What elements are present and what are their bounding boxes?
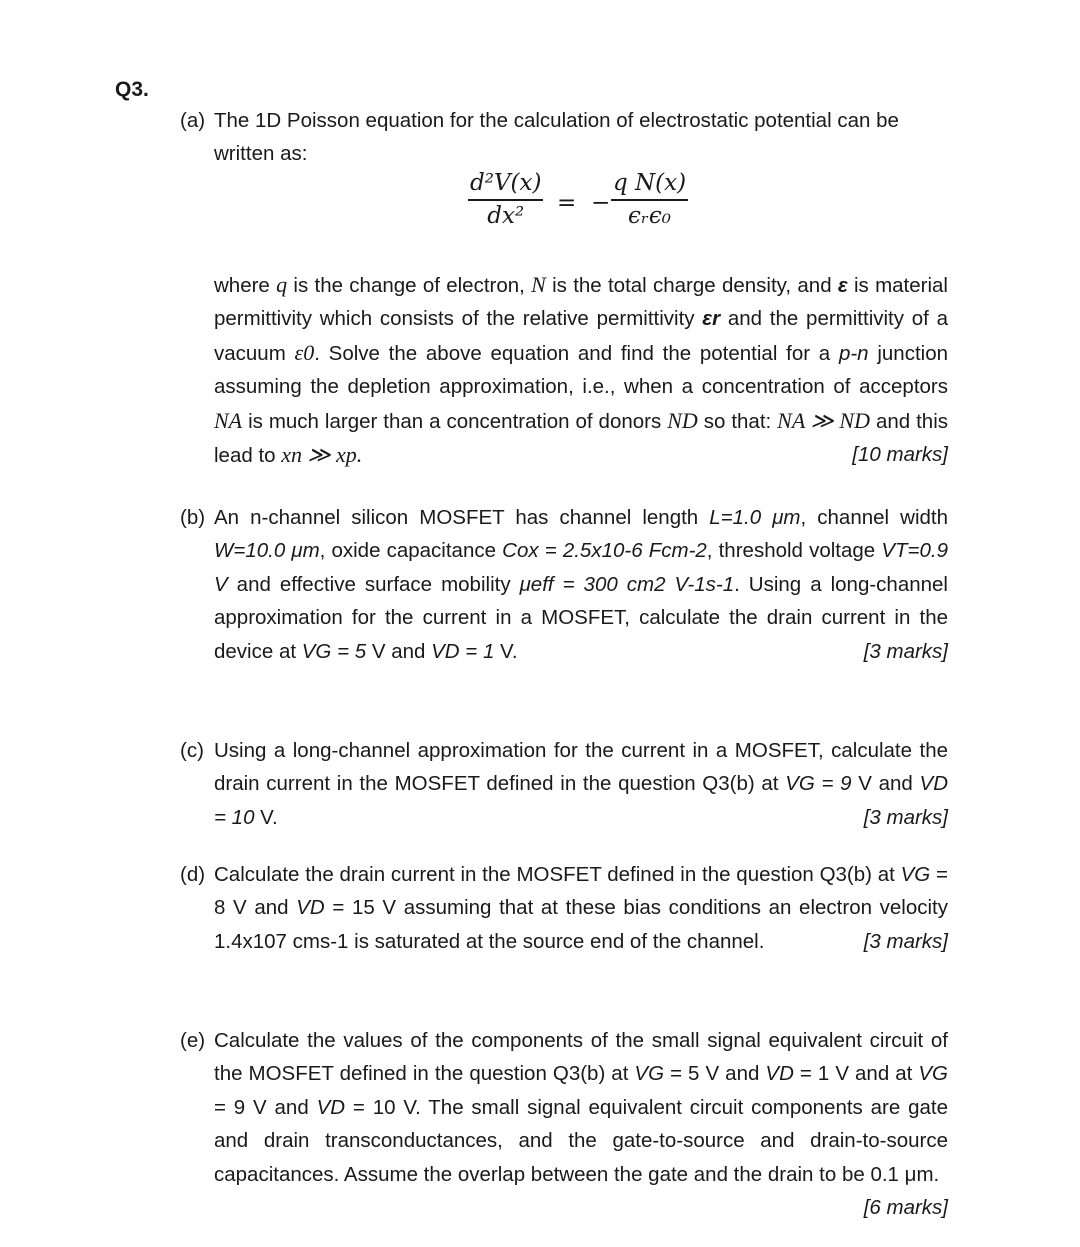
poisson-equation (440, 168, 740, 248)
channel-width: W=10.0 μm (214, 539, 320, 563)
pn-term: p-n (838, 341, 869, 365)
condition-xn-xp: xn ≫ xp. (281, 442, 363, 468)
eq-rhs-fraction (611, 170, 688, 229)
part-d-label: (d) (180, 863, 206, 886)
drain-voltage: VD (765, 1062, 794, 1086)
drain-voltage: VD (316, 1095, 346, 1119)
gate-voltage: VG (900, 863, 931, 886)
eq-lhs-denominator: dx² (487, 203, 525, 229)
eq-lhs-fraction (468, 170, 543, 229)
part-c-label: (c) (180, 739, 204, 762)
part-d (180, 858, 948, 958)
eq-equals: = (557, 190, 577, 216)
eq-rhs-numerator: q N(x) (611, 170, 688, 201)
surface-mobility: μeff = 300 cm2 V-1s-1 (519, 572, 735, 596)
gate-voltage: VG (918, 1062, 948, 1086)
part-d-marks: [3 marks] (863, 929, 948, 953)
part-b-label: (b) (180, 506, 206, 529)
gate-voltage: VG = 9 (785, 772, 852, 796)
drain-voltage: VD = 1 (431, 639, 495, 663)
part-c (180, 734, 948, 834)
symbol-epsilon-0: ε0 (294, 339, 315, 365)
part-a-intro: The 1D Poisson equation for the calculation of electrostatic potential can be written as: (214, 109, 899, 166)
drain-voltage: VD = 10 (214, 772, 948, 829)
gate-voltage: VG = 5 (301, 639, 367, 663)
symbol-N: N (531, 272, 546, 297)
part-b-marks: [3 marks] (863, 639, 948, 663)
part-b-text: An n-channel silicon MOSFET has channel length L=1.0 μm, channel width W=10.0 μm, oxide capacitance Cox = 2.5x10-6 Fcm-2, threshold voltage VT=0.9 V and effective surface mobility μeff = 300 cm2 V-1s-1. Using a long-channel approximation for the current in a MOSFET, calculate the drain current in the device at VG = 5 V and VD = 1 V. [3 marks] (214, 501, 948, 668)
part-a-body (180, 268, 948, 472)
eq-lhs-numerator: d²V(x) (468, 170, 543, 201)
eq-rhs-denominator: ϵᵣϵ₀ (628, 203, 672, 229)
part-a-marks: [10 marks] (852, 443, 948, 467)
drain-voltage: VD (296, 896, 325, 920)
symbol-epsilon: ε (837, 274, 848, 297)
eq-minus: − (591, 190, 611, 216)
channel-length: L=1.0 μm (709, 506, 801, 529)
part-e-text: Calculate the values of the components of the small signal equivalent circuit of the MOSFET defined in the question Q3(b) at VG = 5 V and VD = 1 V and at VG = 9 V and VD = 10 V. The small signal equivalent circuit components are gate and drain transconductances, and the gate-to-source and drain-to-source capacitances. Assume the overlap between the gate and the drain to be 0.1 μm. [6 marks] (214, 1024, 948, 1191)
gate-voltage: VG (634, 1062, 665, 1086)
oxide-capacitance: Cox = 2.5x10-6 Fcm-2 (502, 539, 707, 563)
symbol-epsilon-r: εr (702, 307, 721, 331)
part-a-text: where q is the change of electron, N is the total charge density, and ε is material permittivity which consists of the relative permittivity εr and the permittivity of a vacuum ε0. Solve the above equation and find the potential for a p-n junction assuming the depletion approximation, i.e., when a concentration of acceptors NA is much larger than a concentration of donors ND so that: NA ≫ ND and this lead to xn ≫ xp. [10 marks] (214, 268, 948, 472)
part-e-marks: [6 marks] (863, 1196, 948, 1220)
symbol-NA: NA (214, 407, 243, 433)
part-a-label: (a) (180, 109, 206, 132)
part-e (180, 1024, 948, 1224)
part-c-text: Using a long-channel approximation for the current in a MOSFET, calculate the drain current in the MOSFET defined in the question Q3(b) at VG = 9 V and VD = 10 V. [3 marks] (214, 734, 948, 834)
part-a (180, 104, 948, 171)
part-e-label: (e) (180, 1029, 206, 1052)
question-number: Q3. (115, 78, 149, 101)
symbol-q: q (276, 272, 288, 297)
condition-na-nd: NA ≫ ND (777, 407, 870, 433)
part-b (180, 501, 948, 668)
part-c-marks: [3 marks] (863, 805, 948, 829)
symbol-ND: ND (667, 407, 698, 433)
part-d-text: Calculate the drain current in the MOSFET defined in the question Q3(b) at VG = 8 V and VD = 15 V assuming that at these bias conditions an electron velocity 1.4x107 cms-1 is saturated at the source end of the channel. [3 marks] (214, 858, 948, 958)
threshold-voltage: VT=0.9 V (214, 539, 948, 596)
